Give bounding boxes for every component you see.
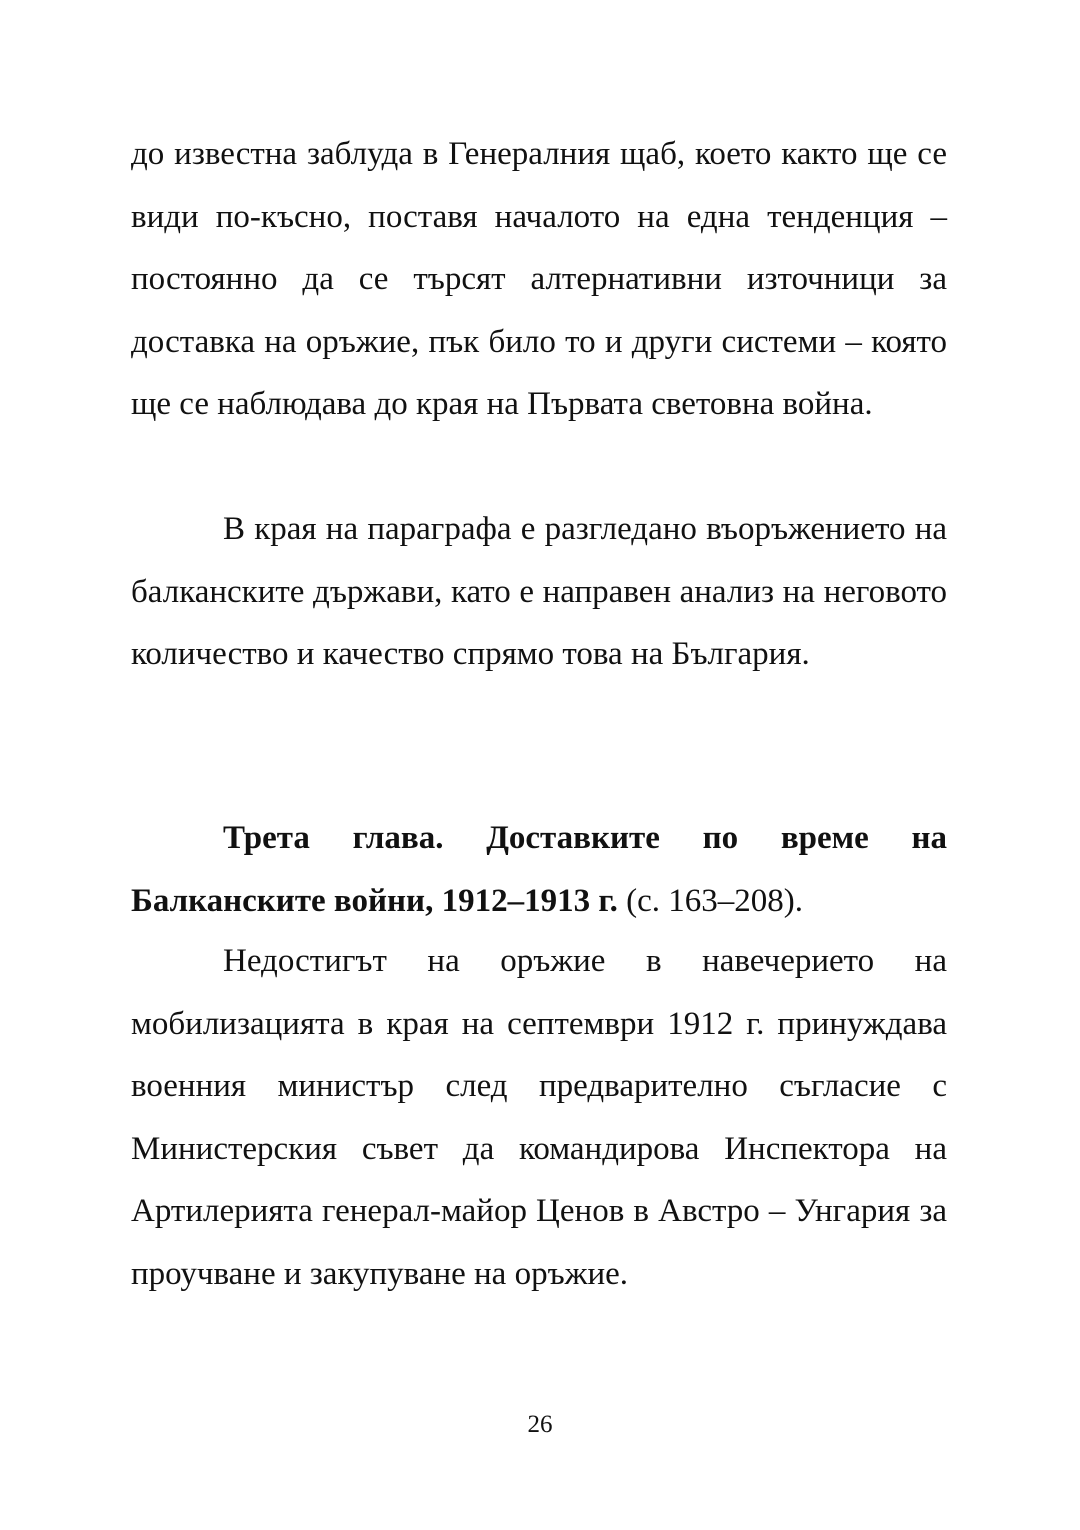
chapter-page-range: (с. 163–208). (617, 882, 803, 919)
body-paragraph-continuation: до известна заблуда в Генералния щаб, което както ще се види по-късно, поставя началото на една тенденция – постоянно да се търсят алтернативни източници за доставка на оръжие, пък било то и други системи – която ще се наблюдава до края на Първата световна война. (131, 136, 947, 422)
body-paragraph-armament-analysis: В края на параграфа е разгледано въоръжението на балканските държави, като е направен анализ на неговото количество и качество спрямо това на България. (131, 511, 947, 672)
chapter-title: Трета глава. Доставките по време на Балканските войни, 1912–1913 г. (131, 820, 947, 919)
body-paragraph-weapons-shortage: Недостигът на оръжие в навечерието на мобилизацията в края на септември 1912 г. принуждава военния министър след предварително съгласие с Министерския съвет да командирова Инспектора на Артилерията генерал-майор Ценов в Австро – Унгария за проучване и закупуване на оръжие. (131, 943, 947, 1292)
chapter-heading (131, 807, 947, 932)
page-number: 26 (527, 1411, 553, 1438)
